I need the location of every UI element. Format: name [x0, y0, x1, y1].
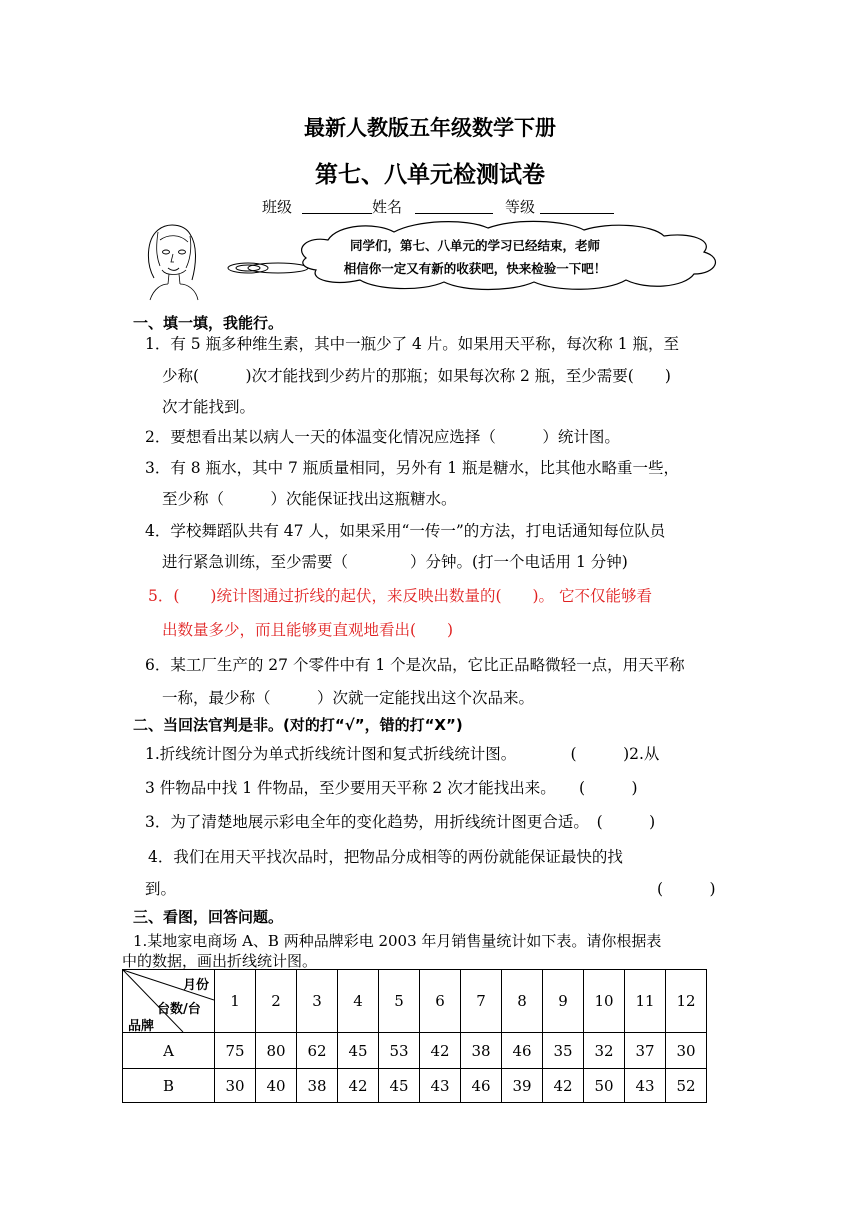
month-header: 4 [338, 970, 379, 1033]
value-cell: 42 [543, 1069, 584, 1103]
section3-heading: 三、看图，回答问题。 [133, 908, 284, 926]
value-cell: 75 [215, 1033, 256, 1069]
exam-subtitle: 第七、八单元检测试卷 [315, 162, 545, 188]
value-cell: 37 [625, 1033, 666, 1069]
month-header: 6 [420, 970, 461, 1033]
grade-label: 等级 [505, 198, 536, 216]
table-corner-cell [123, 970, 215, 1033]
name-label: 姓名 [372, 198, 403, 216]
month-header: 11 [625, 970, 666, 1033]
value-cell: 43 [625, 1069, 666, 1103]
month-header: 10 [584, 970, 625, 1033]
value-cell: 40 [256, 1069, 297, 1103]
value-cell: 45 [379, 1069, 420, 1103]
cloud-text-line2: 相信你一定又有新的收获吧，快来检验一下吧！ [343, 261, 607, 276]
sales-table [122, 969, 707, 1103]
value-cell: 50 [584, 1069, 625, 1103]
month-header: 2 [256, 970, 297, 1033]
q6-line2: 一称，最少称（ ）次就一定能找出这个次品来。 [162, 689, 535, 707]
section1-heading: 一、填一填，我能行。 [133, 314, 284, 332]
value-cell: 32 [584, 1033, 625, 1069]
value-cell: 42 [338, 1069, 379, 1103]
month-header: 12 [666, 970, 707, 1033]
q4-line2: 进行紧急训练，至少需要（ ）分钟。(打一个电话用 1 分钟) [162, 553, 628, 571]
month-header: 1 [215, 970, 256, 1033]
value-cell: 35 [543, 1033, 584, 1069]
cloud-text-line1: 同学们，第七、八单元的学习已经结束，老师 [349, 238, 600, 253]
brand-cell: B [123, 1069, 215, 1103]
s2-q4-answer-paren: ( ) [657, 880, 716, 898]
class-label: 班级 [262, 198, 293, 216]
q3-line2: 至少称（ ）次能保证找出这瓶糖水。 [162, 490, 457, 508]
value-cell: 62 [297, 1033, 338, 1069]
table-header-row [123, 970, 707, 1033]
s2-q4-line2: 到。 [145, 880, 177, 898]
grade-blank [540, 213, 614, 214]
corner-month-label: 月份 [183, 978, 210, 993]
value-cell: 53 [379, 1033, 420, 1069]
brand-cell: A [123, 1033, 215, 1069]
corner-units-label: 台数/台 [157, 1002, 201, 1017]
s2-q4-line1: 4．我们在用天平找次品时，把物品分成相等的两份就能保证最快的找 [148, 848, 623, 866]
s2-q1-line2: 3 件物品中找 1 件物品，至少要用天平称 2 次才能找出来。 ( ) [145, 779, 638, 797]
q1-line3: 次才能找到。 [162, 398, 256, 416]
value-cell: 46 [461, 1069, 502, 1103]
value-cell: 52 [666, 1069, 707, 1103]
exam-title: 最新人教版五年级数学下册 [304, 116, 556, 140]
month-header: 8 [502, 970, 543, 1033]
q4-line1: 4．学校舞蹈队共有 47 人，如果采用“一传一”的方法，打电话通知每位队员 [145, 522, 666, 540]
value-cell: 43 [420, 1069, 461, 1103]
month-header: 3 [297, 970, 338, 1033]
s3-intro-line1: 1.某地家电商场 A、B 两种品牌彩电 2003 年月销售量统计如下表。请你根据表 [133, 932, 662, 950]
q3-line1: 3．有 8 瓶水，其中 7 瓶质量相同，另外有 1 瓶是糖水，比其他水略重一些， [145, 459, 680, 477]
q2-text: 2．要想看出某以病人一天的体温变化情况应选择（ ）统计图。 [145, 428, 620, 446]
value-cell: 30 [666, 1033, 707, 1069]
value-cell: 45 [338, 1033, 379, 1069]
s2-q1-line1: 1.折线统计图分为单式折线统计图和复式折线统计图。 ( )2.从 [145, 745, 660, 763]
month-header: 9 [543, 970, 584, 1033]
corner-brand-label: 品牌 [128, 1019, 155, 1034]
girl-illustration [140, 222, 202, 302]
table-row [123, 1033, 707, 1069]
name-blank [415, 213, 493, 214]
class-blank [302, 213, 372, 214]
month-header: 5 [379, 970, 420, 1033]
table-row [123, 1069, 707, 1103]
value-cell: 46 [502, 1033, 543, 1069]
q1-line2: 少称( )次才能找到少药片的那瓶；如果每次称 2 瓶，至少需要( ) [162, 367, 671, 385]
s2-q3-text: 3．为了清楚地展示彩电全年的变化趋势，用折线统计图更合适。 ( ) [145, 813, 656, 831]
thought-cloud [216, 218, 776, 292]
value-cell: 38 [461, 1033, 502, 1069]
s3-intro-line2: 中的数据，画出折线统计图。 [122, 952, 318, 970]
month-header: 7 [461, 970, 502, 1033]
q1-line1: 1．有 5 瓶多种维生素，其中一瓶少了 4 片。如果用天平称，每次称 1 瓶，至 [145, 335, 680, 353]
value-cell: 39 [502, 1069, 543, 1103]
q5-line1: 5．( )统计图通过折线的起伏，来反映出数量的( )。 它不仅能够看 [148, 587, 652, 605]
value-cell: 38 [297, 1069, 338, 1103]
section2-heading: 二、当回法官判是非。(对的打“√”，错的打“X”) [133, 716, 463, 734]
value-cell: 30 [215, 1069, 256, 1103]
value-cell: 80 [256, 1033, 297, 1069]
value-cell: 42 [420, 1033, 461, 1069]
q5-line2: 出数量多少，而且能够更直观地看出( ) [162, 621, 454, 639]
q6-line1: 6．某工厂生产的 27 个零件中有 1 个是次品，它比正品略微轻一点，用天平称 [145, 656, 685, 674]
